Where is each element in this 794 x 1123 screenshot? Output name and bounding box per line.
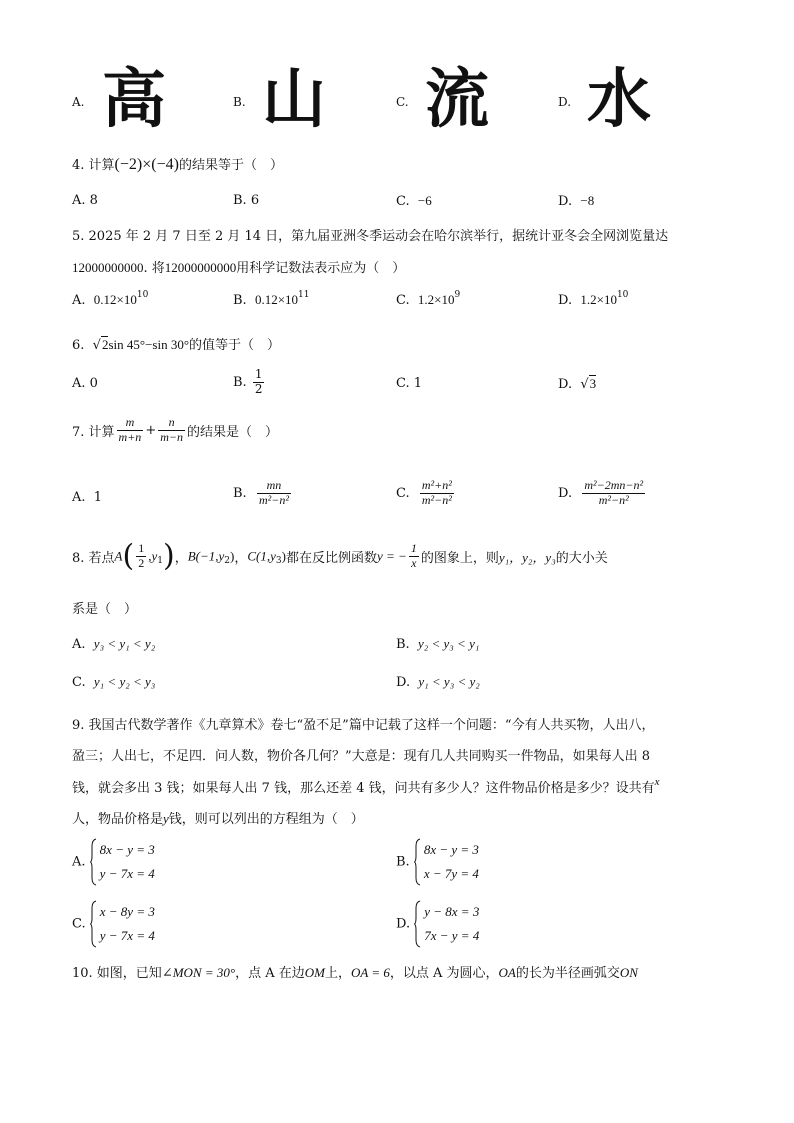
q9-line3: 钱，就会多出 3 钱；如果每人出 7 钱，那么还差 4 钱，问共有多少人？这件物品价格是多少？设共有$^x$	[72, 776, 660, 796]
q3-option-c-label: C.	[396, 95, 409, 109]
q3-option-c-char: 流	[425, 62, 489, 137]
q8-option-b: B. y₂ < y₃ < y₁	[396, 636, 480, 652]
q5-line2: 12000000000. 将12000000000用科学记数法表示应为（ ）	[72, 260, 406, 276]
q8-stem: 8. 若点A( $\frac{1}{2}$ $,y_1$)，$B(-1,y_2)$，$C(1,y_3)$都在反比例函数y = − $\frac{1}{x}$ 的图象上，则y₁，y₂，y₃的大小关	[72, 538, 608, 574]
q4-option-a: A. 8	[72, 193, 98, 208]
q9-option-d: D. y − 8x = 3 7x − y = 4	[396, 900, 479, 948]
q9-line2: 盈三；人出七，不足四．问人数，物价各几何？”大意是：现有几人共同购买一件物品，如果每人出 8	[72, 749, 651, 764]
q5-option-b: B. $0.12\times 10^{11}$	[233, 290, 310, 308]
q5-line1: 5. 2025 年 2 月 7 日至 2 月 14 日，第九届亚洲冬季运动会在哈尔滨举行，据统计亚冬会全网浏览量达	[72, 229, 669, 244]
q9-option-a: A. 8x − y = 3 y − 7x = 4	[72, 838, 155, 886]
q7-stem: 7. 计算 $\frac{m}{m+n}$ + $\frac{n}{m-n}$ 的结果是（ ）	[72, 415, 278, 444]
q4-option-b: B. 6	[233, 193, 260, 208]
q8-option-c: C. y₁ < y₂ < y₃	[72, 674, 156, 690]
q6-option-c: C. 1	[396, 376, 423, 391]
q10-stem: 10. 如图，已知∠MON = 30°，点 A 在边OM上，OA = 6，以点 A 为圆心，OA的长为半径画弧交ON	[72, 965, 638, 981]
q5-option-d: D. $1.2\times 10^{10}$	[558, 290, 629, 308]
q4-option-d: D. −8	[558, 193, 595, 209]
q3-option-d-char: 水	[587, 62, 651, 137]
q3-option-d-label: D.	[558, 95, 572, 109]
q6-option-d: D. √3	[558, 376, 597, 392]
q4-prefix: 4. 计算	[72, 158, 115, 173]
q9-line4: 人，物品价格是y钱，则可以列出的方程组为（ ）	[72, 811, 364, 827]
q4-stem	[72, 154, 283, 174]
q3-option-a-label: A.	[72, 95, 85, 109]
q5-option-a: A. $0.12\times 10^{10}$	[72, 290, 149, 308]
q9-option-b: B. 8x − y = 3 x − 7y = 4	[396, 838, 479, 886]
q3-option-b-char: 山	[262, 62, 326, 137]
sqrt-symbol: √	[92, 338, 101, 353]
q7-option-b: B. $\frac{mn}{\text{m²−n²}}$	[233, 478, 289, 507]
q8-option-a: A. y₃ < y₁ < y₂	[72, 636, 156, 652]
q4-expression: (−2)×(−4)	[114, 156, 179, 173]
q5-option-c: C. $1.2\times 10^9$	[396, 290, 461, 308]
q7-option-a: A. 1	[72, 490, 103, 505]
q6-stem: 6. √2sin 45°−sin 30°的值等于（ ）	[72, 337, 281, 353]
q3-option-b-label: B.	[233, 95, 246, 109]
q9-line1: 9. 我国古代数学著作《九章算术》卷七“盈不足”篇中记载了这样一个问题：“今有人共买物，人出八，	[72, 718, 655, 733]
q7-option-d: D. $\frac{\text{m²−2mn−n²}}{\text{m²−n²}}$	[558, 478, 644, 507]
q8-line2: 系是（ ）	[72, 602, 138, 617]
q8-option-d: D. y₁ < y₃ < y₂	[396, 674, 480, 690]
q4-suffix: 的结果等于（ ）	[178, 158, 283, 173]
q6-option-a: A. 0	[72, 376, 98, 391]
q6-option-b: B. $\frac{1}{2}$	[233, 367, 263, 396]
q3-option-a-char: 高	[102, 62, 166, 137]
q9-option-c: C. x − 8y = 3 y − 7x = 4	[72, 900, 155, 948]
q7-option-c: C. $\frac{\text{m²+n²}}{\text{m²−n²}}$	[396, 478, 452, 507]
q4-option-c: C. −6	[396, 193, 432, 209]
